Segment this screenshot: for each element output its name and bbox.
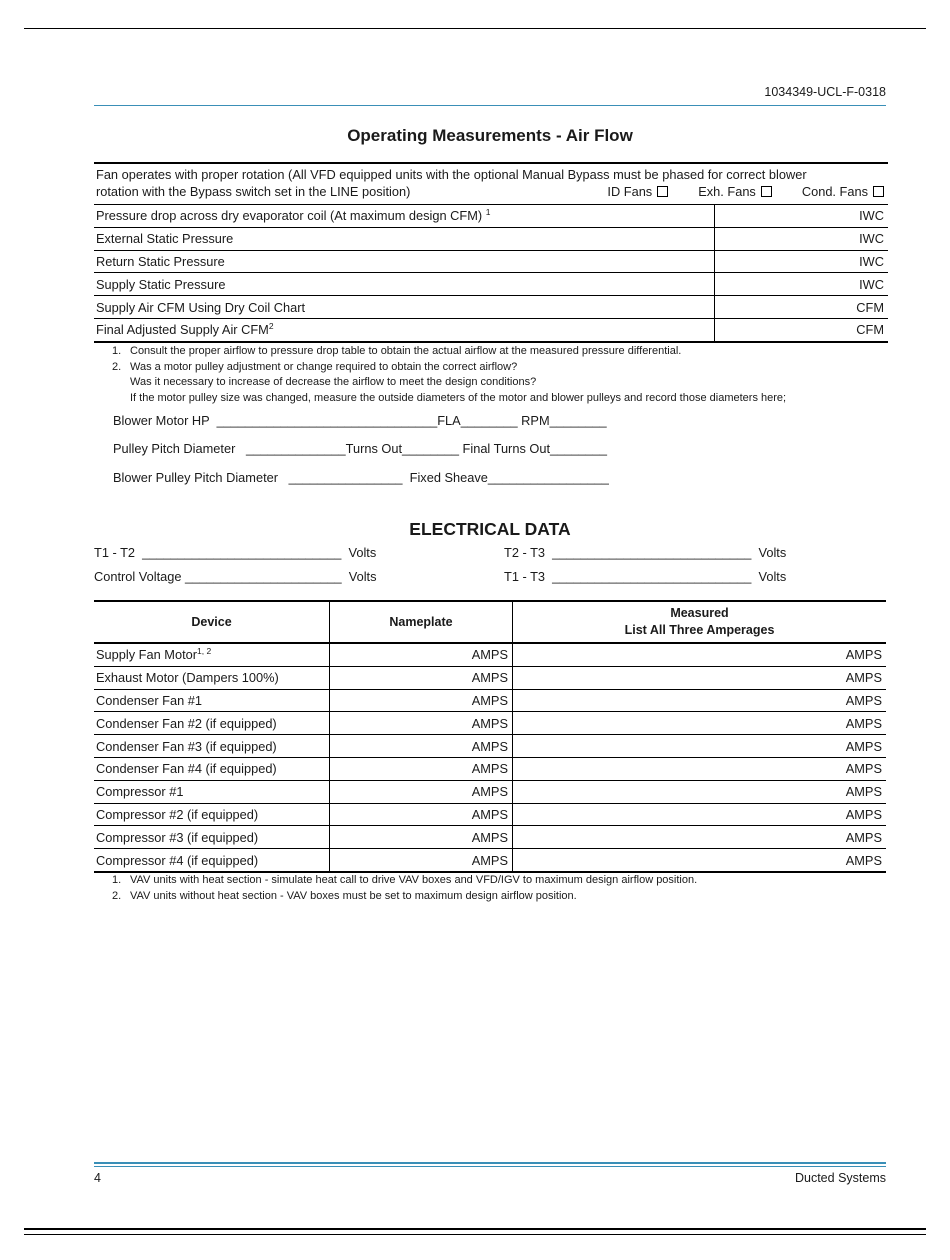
airflow-row — [94, 273, 888, 296]
table-row — [94, 643, 886, 666]
airflow-row-label: Return Static Pressure — [94, 250, 715, 273]
airflow-value-field[interactable]: IWC — [715, 205, 889, 228]
device-label: Supply Fan Motor — [96, 647, 198, 663]
electrical-notes — [112, 873, 697, 904]
device-label: Condenser Fan #2 (if equipped) — [94, 712, 330, 735]
cond-fans-option: Cond. Fans — [802, 183, 884, 200]
airflow-row-label: Pressure drop across dry evaporator coil (At maximum design CFM) — [96, 208, 483, 224]
device-label: Compressor #2 (if equipped) — [94, 803, 330, 826]
rotation-cell — [94, 163, 888, 205]
control-voltage-line[interactable]: Control Voltage ______________________ Volts — [94, 569, 377, 584]
airflow-value-field[interactable]: CFM — [715, 318, 889, 341]
header-rule — [94, 105, 886, 106]
device-header: Device — [94, 601, 330, 643]
airflow-value-field[interactable]: CFM — [715, 296, 889, 319]
airflow-title: Operating Measurements - Air Flow — [347, 126, 633, 145]
airflow-value-field[interactable]: IWC — [715, 227, 889, 250]
airflow-notes — [112, 344, 786, 406]
page-number: 4 — [94, 1171, 101, 1185]
note-item: 1. Consult the proper airflow to pressure drop table to obtain the actual airflow at the measured pressure differential. — [112, 345, 682, 357]
nameplate-field[interactable]: AMPS — [330, 666, 513, 689]
measured-field[interactable]: AMPS — [513, 735, 887, 758]
rotation-text-line-2: rotation with the Bypass switch set in the LINE position) — [96, 184, 411, 199]
device-label: Condenser Fan #1 — [94, 689, 330, 712]
measured-field[interactable]: AMPS — [513, 826, 887, 849]
note-continuation: If the motor pulley size was changed, measure the outside diameters of the motor and blower pulleys and record those diameters here; — [130, 391, 787, 404]
table-row — [94, 849, 886, 872]
measured-field[interactable]: AMPS — [513, 689, 887, 712]
nameplate-field[interactable]: AMPS — [330, 849, 513, 872]
airflow-row — [94, 227, 888, 250]
note-item: 2. VAV units without heat section - VAV boxes must be set to maximum design airflow position. — [112, 889, 577, 902]
table-row — [94, 780, 886, 803]
airflow-table — [94, 162, 888, 343]
airflow-row-label: Supply Static Pressure — [94, 273, 715, 296]
measured-field[interactable]: AMPS — [513, 712, 887, 735]
t1-t2-voltage-line[interactable]: T1 - T2 ____________________________ Volts — [94, 545, 377, 560]
airflow-row-label: Final Adjusted Supply Air CFM — [96, 322, 269, 338]
airflow-row-label: External Static Pressure — [94, 227, 715, 250]
rotation-row — [94, 163, 888, 205]
table-row — [94, 712, 886, 735]
measured-field[interactable]: AMPS — [513, 757, 887, 780]
t2-t3-voltage-line[interactable]: T2 - T3 ____________________________ Volts — [504, 545, 787, 560]
rotation-line-2 — [96, 183, 884, 200]
note-continuation: Was it necessary to increase of decrease the airflow to meet the design conditions? — [130, 376, 537, 388]
electrical-title: ELECTRICAL DATA — [409, 519, 571, 539]
exh-fans-option: Exh. Fans — [698, 183, 772, 200]
table-row — [94, 666, 886, 689]
footer-title: Ducted Systems — [794, 1171, 886, 1185]
pulley-pitch-fill-line[interactable]: Pulley Pitch Diameter ______________Turns Out________ Final Turns Out________ — [113, 441, 607, 456]
airflow-row — [94, 205, 888, 228]
airflow-value-field[interactable]: IWC — [715, 250, 889, 273]
nameplate-header: Nameplate — [330, 601, 513, 643]
id-fans-option: ID Fans — [607, 183, 668, 200]
document-number: 1034349-UCL-F-0318 — [764, 85, 886, 99]
measured-field[interactable]: AMPS — [513, 849, 887, 872]
device-label: Compressor #4 (if equipped) — [94, 849, 330, 872]
table-row — [94, 826, 886, 849]
exh-fans-checkbox[interactable] — [761, 186, 772, 197]
t1-t3-voltage-line[interactable]: T1 - T3 ____________________________ Volts — [504, 569, 787, 584]
nameplate-field[interactable]: AMPS — [330, 735, 513, 758]
nameplate-field[interactable]: AMPS — [330, 803, 513, 826]
note-item: 2. Was a motor pulley adjustment or change required to obtain the correct airflow? — [112, 360, 518, 373]
nameplate-field[interactable]: AMPS — [330, 757, 513, 780]
top-rule — [24, 28, 926, 29]
nameplate-field[interactable]: AMPS — [330, 643, 513, 666]
footer-rule — [94, 1162, 886, 1164]
blower-motor-fill-line[interactable]: Blower Motor HP _______________________________FLA________ RPM________ — [113, 413, 607, 428]
airflow-row — [94, 318, 888, 341]
footnote-ref: 1, 2 — [197, 646, 212, 657]
measured-field[interactable]: AMPS — [513, 803, 887, 826]
footer-rule-thin — [94, 1166, 886, 1167]
device-label: Condenser Fan #4 (if equipped) — [94, 757, 330, 780]
measured-header: Measured List All Three Amperages — [513, 601, 887, 643]
airflow-row-label: Supply Air CFM Using Dry Coil Chart — [94, 296, 715, 319]
device-label: Compressor #3 (if equipped) — [94, 826, 330, 849]
rotation-text-line-1: Fan operates with proper rotation (All VFD equipped units with the optional Manual Bypass must be phased for correct blower — [96, 167, 807, 182]
table-row — [94, 689, 886, 712]
airflow-row — [94, 250, 888, 273]
measured-field[interactable]: AMPS — [513, 780, 887, 803]
footnote-ref: 1 — [485, 207, 491, 218]
electrical-table — [94, 600, 886, 873]
device-label: Condenser Fan #3 (if equipped) — [94, 735, 330, 758]
bottom-rule — [24, 1228, 926, 1230]
measured-field[interactable]: AMPS — [513, 666, 887, 689]
electrical-header-row — [94, 601, 886, 643]
note-item: 1. VAV units with heat section - simulate heat call to drive VAV boxes and VFD/IGV to maximum design airflow position. — [112, 874, 698, 886]
nameplate-field[interactable]: AMPS — [330, 689, 513, 712]
device-label: Exhaust Motor (Dampers 100%) — [94, 666, 330, 689]
nameplate-field[interactable]: AMPS — [330, 826, 513, 849]
airflow-value-field[interactable]: IWC — [715, 273, 889, 296]
footnote-ref: 2 — [268, 321, 274, 332]
table-row — [94, 757, 886, 780]
cond-fans-checkbox[interactable] — [873, 186, 884, 197]
id-fans-checkbox[interactable] — [657, 186, 668, 197]
measured-field[interactable]: AMPS — [513, 643, 887, 666]
table-row — [94, 735, 886, 758]
nameplate-field[interactable]: AMPS — [330, 780, 513, 803]
bottom-rule-thin — [24, 1234, 926, 1235]
airflow-row — [94, 296, 888, 319]
device-label: Compressor #1 — [94, 780, 330, 803]
table-row — [94, 803, 886, 826]
nameplate-field[interactable]: AMPS — [330, 712, 513, 735]
blower-pulley-fill-line[interactable]: Blower Pulley Pitch Diameter ________________ Fixed Sheave_________________ — [113, 470, 609, 485]
